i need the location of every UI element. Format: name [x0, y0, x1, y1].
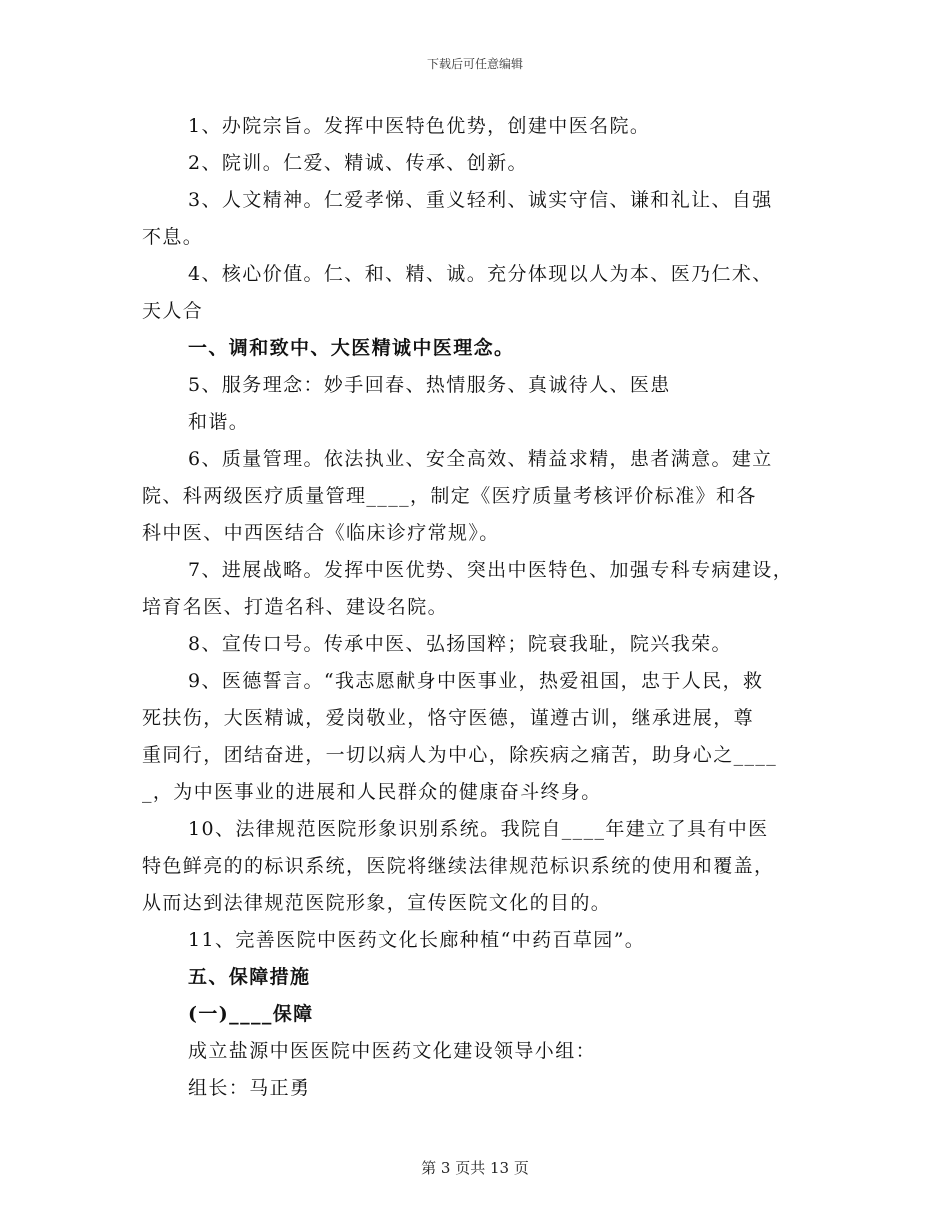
text-line: 8、宣传口号。传承中医、弘扬国粹；院衰我耻，院兴我荣。: [188, 633, 732, 655]
section-heading: 五、保障措施: [188, 966, 311, 988]
page-footer: 第 3 页共 13 页: [421, 1159, 529, 1177]
text-line: 2、院训。仁爱、精诚、传承、创新。: [188, 152, 528, 174]
document-body: [142, 108, 812, 1107]
text-line: 4、核心价值。仁、和、精、诚。充分体现以人为本、医乃仁术、: [188, 263, 773, 285]
text-line: 3、人文精神。仁爱孝悌、重义轻利、诚实守信、谦和礼让、自强: [188, 189, 773, 211]
text-line: 不息。: [142, 226, 204, 248]
text-line: 组长：马正勇: [188, 1077, 311, 1099]
text-line: 11、完善医院中医药文化长廊种植“中药百草园”。: [188, 929, 646, 951]
section-heading: (一)____保障: [188, 1003, 314, 1025]
text-line: _，为中医事业的进展和人民群众的健康奋斗终身。: [142, 781, 602, 803]
text-line: 重同行，团结奋进，一切以病人为中心，除疾病之痛苦，助身心之____: [142, 744, 778, 766]
text-line: 死扶伤，大医精诚，爱岗敬业，恪守医德，谨遵古训，继承进展，尊: [142, 707, 755, 729]
text-line: 10、法律规范医院形象识别系统。我院自____年建立了具有中医: [188, 818, 769, 840]
text-line: 从而达到法律规范医院形象，宣传医院文化的目的。: [142, 892, 612, 914]
text-line: 1、办院宗旨。发挥中医特色优势，创建中医名院。: [188, 115, 651, 137]
text-line: 培育名医、打造名科、建设名院。: [142, 596, 449, 618]
text-line: 7、进展战略。发挥中医优势、突出中医特色、加强专科专病建设，: [188, 559, 794, 581]
text-line: 特色鲜亮的的标识系统，医院将继续法律规范标识系统的使用和覆盖，: [142, 855, 775, 877]
text-line: 6、质量管理。依法执业、安全高效、精益求精，患者满意。建立: [188, 448, 773, 470]
text-line: 天人合: [142, 300, 204, 322]
page-header: 下载后可任意编辑: [426, 57, 523, 71]
section-heading: 一、调和致中、大医精诚中医理念。: [188, 337, 515, 359]
text-line: 9、医德誓言。“我志愿献身中医事业，热爱祖国，忠于人民，救: [188, 670, 764, 692]
text-line: 成立盐源中医医院中医药文化建设领导小组：: [188, 1040, 597, 1062]
text-line: 5、服务理念：妙手回春、热情服务、真诚待人、医患: [188, 374, 671, 396]
text-line: 科中医、中西医结合《临床诊疗常规》。: [142, 522, 500, 544]
text-line: 和谐。: [188, 411, 250, 433]
text-line: 院、科两级医疗质量管理____，制定《医疗质量考核评价标准》和各: [142, 485, 757, 507]
